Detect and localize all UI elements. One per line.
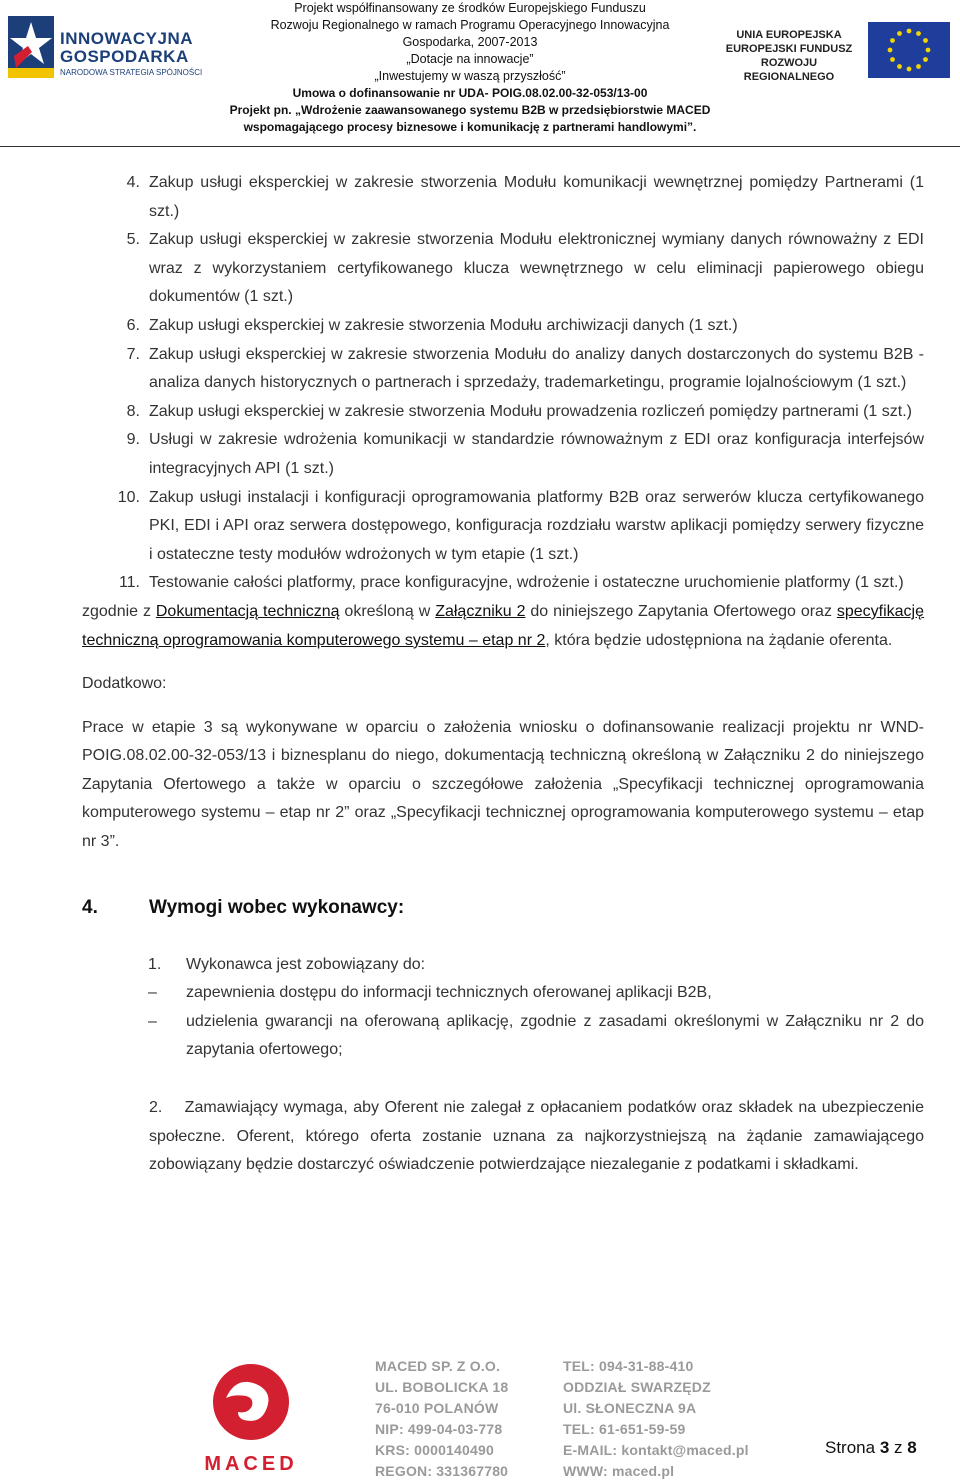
header-contract-line: Umowa o dofinansowanie nr UDA- POIG.08.02.00-32-053/13-00 xyxy=(292,86,648,100)
list-item-number: 8. xyxy=(126,402,140,420)
stage3-paragraph: Prace w etapie 3 są wykonywane w oparciu o założenia wniosku o dofinansowanie realizacji projektu nr WND-POIG.08.02.00-32-053/13 i biznesplanu do niego, dokumentacją techniczną określoną w Załączniku 2 do niniejszego Zapytania Ofertowego a także w oparciu o szczegółowe założenia „Specyfikacji technicznej oprogramowania komputerowego systemu – etap nr 2” oraz „Specyfikacji technicznej oprogramowania komputerowego systemu – etap nr 3”. xyxy=(82,718,924,851)
header-line: Rozwoju Regionalnego w ramach Programu Operacyjnego Innowacyjna xyxy=(270,18,670,32)
innowacyjna-gospodarka-logo xyxy=(8,16,208,78)
page-header xyxy=(0,0,960,146)
requirement-2-paragraph xyxy=(82,1094,924,1180)
requirement-text: Zamawiający wymaga, aby Oferent nie zalegał z opłacaniem podatków oraz składek na ubezpieczenie społeczne. Oferent, którego oferta zostanie uznana za najkorzystniejszą na żądanie zamawiającego zobowiązany będzie dostarczyć oświadczenie potwierdzające niezaleganie z podatkami i składkami. xyxy=(149,1099,925,1174)
header-line: „Dotacje na innowacje” xyxy=(406,52,534,66)
address-line: 76-010 POLANÓW xyxy=(375,1400,499,1416)
section-title: Wymogi wobec wykonawcy: xyxy=(149,896,405,918)
company-address xyxy=(375,1356,508,1482)
text-span: do niniejszego Zapytania Ofertowego oraz xyxy=(525,602,837,620)
address-line: KRS: 0000140490 xyxy=(375,1442,494,1458)
eu-logo-line1: UNIA EUROPEJSKA xyxy=(736,29,842,41)
logo-title-line1: INNOWACYJNA xyxy=(60,29,194,48)
header-project-line: wspomagającego procesy biznesowe i komunikację z partnerami handlowymi”. xyxy=(243,120,697,134)
list-item xyxy=(82,226,924,312)
page-label: Strona xyxy=(825,1438,876,1457)
text-span: , która będzie udostępniona na żądanie oferenta. xyxy=(545,631,893,649)
eu-flag-icon xyxy=(868,22,950,78)
list-item-number: 7. xyxy=(126,345,140,363)
list-item-text: Zakup usługi eksperckiej w zakresie stworzenia Modułu elektronicznej wymiany danych równoważny z EDI wraz z wykorzystaniem certyfikowanego klucza wewnętrznego w celu eliminacji papierowego obiegu dokumentów (1 szt.) xyxy=(149,231,924,306)
header-project-line: Projekt pn. „Wdrożenie zaawansowanego systemu B2B w przedsiębiorstwie MACED xyxy=(229,103,711,117)
requirement-text: Wykonawca jest zobowiązany do: xyxy=(186,955,426,973)
list-item xyxy=(82,312,924,341)
eu-fund-logo xyxy=(718,22,954,83)
requirement-bullet xyxy=(82,1008,924,1065)
header-divider xyxy=(0,146,960,147)
contact-line: E-MAIL: kontakt@maced.pl xyxy=(563,1442,749,1458)
list-item xyxy=(82,341,924,398)
eu-logo-text xyxy=(718,28,860,84)
eu-logo-line3: ROZWOJU REGIONALNEGO xyxy=(743,57,835,83)
list-item xyxy=(82,169,924,226)
list-item-number: 10. xyxy=(117,488,140,506)
section-number: 4. xyxy=(82,896,98,918)
requirement-number: 1. xyxy=(148,955,162,973)
address-line: NIP: 499-04-03-778 xyxy=(375,1421,503,1437)
page-footer xyxy=(0,1348,960,1484)
list-item-number: 5. xyxy=(126,231,140,249)
text-span: określoną w xyxy=(339,602,436,620)
list-item-text: Zakup usługi eksperckiej w zakresie stworzenia Modułu komunikacji wewnętrznej pomiędzy Partnerami (1 szt.) xyxy=(149,174,924,220)
spacer xyxy=(82,699,924,714)
requirement-item xyxy=(82,951,924,980)
eu-logo-line2: EUROPEJSKI FUNDUSZ xyxy=(725,43,853,55)
address-line: MACED SP. Z O.O. xyxy=(375,1358,501,1374)
requirements-list xyxy=(82,951,924,1065)
header-line: Gospodarka, 2007-2013 xyxy=(402,35,538,49)
spacer xyxy=(82,655,924,670)
list-item-text: Zakup usługi eksperckiej w zakresie stworzenia Modułu archiwizacji danych (1 szt.) xyxy=(149,316,738,334)
page-current: 3 xyxy=(879,1438,890,1457)
page-total: 8 xyxy=(907,1438,917,1457)
maced-logo-icon xyxy=(196,1358,306,1476)
contact-line: ODDZIAŁ SWARZĘDZ xyxy=(563,1379,711,1395)
contact-line: WWW: maced.pl xyxy=(563,1463,675,1479)
list-item-text: Usługi w zakresie wdrożenia komunikacji w standardzie równoważnym z EDI oraz konfiguracja interfejsów integracyjnych API (1 szt.) xyxy=(149,431,924,477)
list-item-number: 6. xyxy=(126,316,140,334)
documentation-paragraph xyxy=(82,598,924,655)
list-item xyxy=(82,484,924,570)
requirement-bullet xyxy=(82,979,924,1008)
address-line: UL. BOBOLICKA 18 xyxy=(375,1379,509,1395)
list-item-text: Zakup usługi instalacji i konfiguracji oprogramowania platformy B2B oraz serwerów klucza certyfikowanego PKI, EDI i API oraz serwera dostępowego, konfiguracja rozdziału warstw aplikacji pomiędzy serwery fizyczne i ostateczne testy modułów wdrożonych w tym etapie (1 szt.) xyxy=(149,488,924,563)
underlined-term: Dokumentacją techniczną xyxy=(155,602,340,620)
section-heading xyxy=(82,895,924,921)
company-contact xyxy=(563,1356,749,1482)
list-item-number: 4. xyxy=(126,174,140,191)
contact-line: TEL: 61-651-59-59 xyxy=(563,1421,686,1437)
header-line: „Inwestujemy w waszą przyszłość” xyxy=(374,69,566,83)
contact-line: TEL: 094-31-88-410 xyxy=(563,1358,694,1374)
list-item-text: Testowanie całości platformy, prace konfiguracyjne, wdrożenie i ostateczne uruchomienie platformy (1 szt.) xyxy=(149,574,904,592)
logo-title xyxy=(60,30,193,66)
list-item-text: Zakup usługi eksperckiej w zakresie stworzenia Modułu do analizy danych dostarczonych do systemu B2B - analiza danych historycznych o partnerach i sprzedaży, trademarketingu, programie lojalnościowym (1 szt.) xyxy=(149,345,924,392)
bullet-text: udzielenia gwarancji na oferowaną aplikację, zgodnie z zasadami określonymi w Załączniku nr 2 do zapytania ofertowego; xyxy=(186,1012,924,1059)
list-item xyxy=(82,426,924,483)
logo-title-line2: GOSPODARKA xyxy=(60,47,189,66)
dash-bullet-icon: – xyxy=(148,1012,157,1030)
bullet-text: zapewnienia dostępu do informacji technicznych oferowanej aplikacji B2B, xyxy=(186,984,712,1002)
contact-line: Ul. SŁONECZNA 9A xyxy=(563,1400,697,1416)
star-emblem-icon xyxy=(8,16,54,78)
underlined-term: specyfikację techniczną oprogramowania komputerowego systemu – etap nr 2 xyxy=(82,602,925,649)
services-list xyxy=(82,169,924,598)
address-line: REGON: 331367780 xyxy=(375,1463,509,1479)
dash-bullet-icon: – xyxy=(148,984,157,1002)
list-item-number: 9. xyxy=(126,431,140,449)
list-item-text: Zakup usługi eksperckiej w zakresie stworzenia Modułu prowadzenia rozliczeń pomiędzy partnerami (1 szt.) xyxy=(149,402,912,420)
header-project-info xyxy=(200,0,740,136)
requirement-number: 2. xyxy=(149,1099,163,1117)
document-body xyxy=(82,169,924,1180)
list-item xyxy=(82,569,924,598)
additional-label: Dodatkowo: xyxy=(82,675,167,693)
list-item xyxy=(82,398,924,427)
maced-logo-text: MACED xyxy=(204,1453,298,1475)
text-span: zgodnie z xyxy=(82,602,156,620)
list-item-number: 11. xyxy=(118,574,140,592)
underlined-term: Załączniku 2 xyxy=(435,602,526,620)
page-separator: z xyxy=(894,1438,903,1457)
page-number xyxy=(825,1438,917,1458)
logo-subtitle: NARODOWA STRATEGIA SPÓJNOŚCI xyxy=(60,68,203,77)
header-line: Projekt współfinansowany ze środków Europejskiego Funduszu xyxy=(294,1,646,15)
